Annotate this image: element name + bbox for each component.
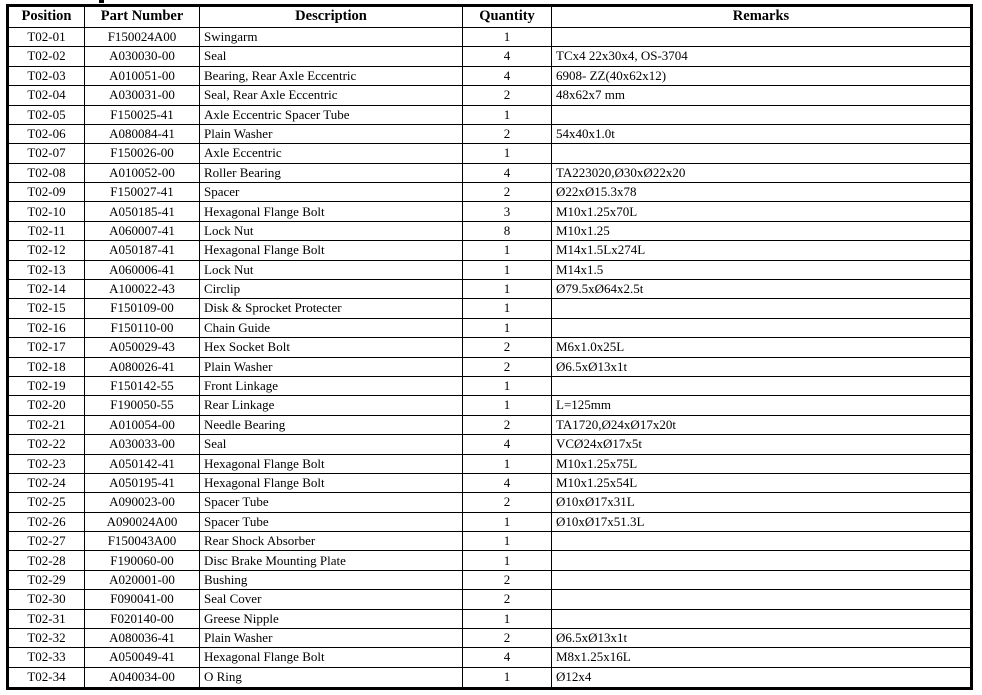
cell-position: T02-06	[8, 124, 85, 143]
cell-position: T02-19	[8, 376, 85, 395]
cell-position: T02-31	[8, 609, 85, 628]
cell-part-number: F150109-00	[85, 299, 200, 318]
cell-description: Lock Nut	[200, 221, 463, 240]
cell-remarks: M6x1.0x25L	[552, 338, 972, 357]
cropped-text-remnant	[99, 0, 104, 3]
cell-position: T02-03	[8, 66, 85, 85]
cell-quantity: 1	[463, 396, 552, 415]
cell-quantity: 1	[463, 609, 552, 628]
cell-remarks: M8x1.25x16L	[552, 648, 972, 667]
table-row	[8, 532, 972, 551]
table-row	[8, 551, 972, 570]
cell-position: T02-02	[8, 47, 85, 66]
cell-remarks	[552, 27, 972, 46]
cell-description: Seal	[200, 47, 463, 66]
table-row	[8, 396, 972, 415]
cell-part-number: F150024A00	[85, 27, 200, 46]
cell-remarks	[552, 609, 972, 628]
cell-quantity: 2	[463, 570, 552, 589]
cell-remarks	[552, 551, 972, 570]
cell-quantity: 1	[463, 27, 552, 46]
cell-remarks	[552, 532, 972, 551]
cell-quantity: 2	[463, 86, 552, 105]
cell-remarks: 6908- ZZ(40x62x12)	[552, 66, 972, 85]
cell-part-number: F150027-41	[85, 183, 200, 202]
cell-part-number: A050185-41	[85, 202, 200, 221]
cell-description: Disc Brake Mounting Plate	[200, 551, 463, 570]
cell-part-number: A050187-41	[85, 241, 200, 260]
table-row	[8, 260, 972, 279]
cell-description: Seal, Rear Axle Eccentric	[200, 86, 463, 105]
cell-description: Lock Nut	[200, 260, 463, 279]
cell-remarks: VCØ24xØ17x5t	[552, 435, 972, 454]
cell-quantity: 4	[463, 473, 552, 492]
cell-position: T02-17	[8, 338, 85, 357]
header-row	[8, 6, 972, 28]
table-row	[8, 473, 972, 492]
cell-part-number: A050049-41	[85, 648, 200, 667]
cell-part-number: F150110-00	[85, 318, 200, 337]
cell-position: T02-18	[8, 357, 85, 376]
cell-position: T02-21	[8, 415, 85, 434]
cell-part-number: A020001-00	[85, 570, 200, 589]
cell-part-number: F020140-00	[85, 609, 200, 628]
cell-position: T02-09	[8, 183, 85, 202]
cell-quantity: 4	[463, 47, 552, 66]
cell-description: Spacer Tube	[200, 493, 463, 512]
cell-remarks	[552, 105, 972, 124]
parts-table	[6, 4, 973, 690]
cell-quantity: 4	[463, 435, 552, 454]
cell-remarks: M10x1.25x75L	[552, 454, 972, 473]
cell-description: Plain Washer	[200, 124, 463, 143]
table-row	[8, 415, 972, 434]
table-row	[8, 667, 972, 688]
cell-quantity: 2	[463, 183, 552, 202]
cell-position: T02-26	[8, 512, 85, 531]
cell-position: T02-10	[8, 202, 85, 221]
cell-remarks: Ø22xØ15.3x78	[552, 183, 972, 202]
table-row	[8, 648, 972, 667]
cell-quantity: 1	[463, 241, 552, 260]
cell-position: T02-33	[8, 648, 85, 667]
cell-description: Front Linkage	[200, 376, 463, 395]
cell-remarks: Ø79.5xØ64x2.5t	[552, 280, 972, 299]
cell-quantity: 2	[463, 357, 552, 376]
table-row	[8, 512, 972, 531]
cell-quantity: 1	[463, 667, 552, 688]
cell-position: T02-04	[8, 86, 85, 105]
cell-remarks: 54x40x1.0t	[552, 124, 972, 143]
table-row	[8, 241, 972, 260]
table-row	[8, 629, 972, 648]
cell-description: Hexagonal Flange Bolt	[200, 241, 463, 260]
column-header-remarks: Remarks	[552, 6, 972, 28]
cell-remarks: M10x1.25	[552, 221, 972, 240]
cell-quantity: 1	[463, 299, 552, 318]
cell-position: T02-07	[8, 144, 85, 163]
cell-remarks	[552, 318, 972, 337]
cell-part-number: A090023-00	[85, 493, 200, 512]
table-row	[8, 435, 972, 454]
cell-part-number: A090024A00	[85, 512, 200, 531]
cell-quantity: 2	[463, 338, 552, 357]
cell-quantity: 1	[463, 532, 552, 551]
cell-remarks	[552, 299, 972, 318]
cell-remarks: Ø10xØ17x31L	[552, 493, 972, 512]
cell-quantity: 2	[463, 493, 552, 512]
cell-part-number: F150025-41	[85, 105, 200, 124]
cell-position: T02-27	[8, 532, 85, 551]
cell-part-number: A030033-00	[85, 435, 200, 454]
cell-description: Hexagonal Flange Bolt	[200, 473, 463, 492]
cell-position: T02-29	[8, 570, 85, 589]
table-body	[8, 27, 972, 688]
cell-remarks: Ø12x4	[552, 667, 972, 688]
cell-part-number: A040034-00	[85, 667, 200, 688]
cell-quantity: 1	[463, 454, 552, 473]
cell-description: Plain Washer	[200, 357, 463, 376]
cell-part-number: A050195-41	[85, 473, 200, 492]
table-row	[8, 376, 972, 395]
cell-part-number: A050029-43	[85, 338, 200, 357]
cell-remarks	[552, 590, 972, 609]
column-header-part-number: Part Number	[85, 6, 200, 28]
cell-remarks: TCx4 22x30x4, OS-3704	[552, 47, 972, 66]
column-header-position: Position	[8, 6, 85, 28]
cell-remarks	[552, 376, 972, 395]
cell-part-number: F190060-00	[85, 551, 200, 570]
cell-description: Roller Bearing	[200, 163, 463, 182]
cell-position: T02-32	[8, 629, 85, 648]
cell-remarks	[552, 144, 972, 163]
table-row	[8, 338, 972, 357]
cell-position: T02-23	[8, 454, 85, 473]
table-row	[8, 124, 972, 143]
cell-position: T02-01	[8, 27, 85, 46]
cell-description: Hexagonal Flange Bolt	[200, 202, 463, 221]
cell-position: T02-08	[8, 163, 85, 182]
cell-position: T02-22	[8, 435, 85, 454]
cell-description: Greese Nipple	[200, 609, 463, 628]
cell-description: Bushing	[200, 570, 463, 589]
cell-position: T02-11	[8, 221, 85, 240]
table-row	[8, 144, 972, 163]
cell-remarks: Ø6.5xØ13x1t	[552, 629, 972, 648]
cell-description: Axle Eccentric	[200, 144, 463, 163]
cell-part-number: A100022-43	[85, 280, 200, 299]
column-header-description: Description	[200, 6, 463, 28]
cell-description: Needle Bearing	[200, 415, 463, 434]
table-row	[8, 609, 972, 628]
cell-quantity: 3	[463, 202, 552, 221]
cell-position: T02-15	[8, 299, 85, 318]
cell-quantity: 1	[463, 318, 552, 337]
cell-description: Rear Linkage	[200, 396, 463, 415]
cell-quantity: 2	[463, 629, 552, 648]
cell-part-number: A010052-00	[85, 163, 200, 182]
cell-quantity: 4	[463, 648, 552, 667]
cell-quantity: 1	[463, 280, 552, 299]
cell-remarks: TA1720,Ø24xØ17x20t	[552, 415, 972, 434]
table-row	[8, 27, 972, 46]
cell-part-number: A060007-41	[85, 221, 200, 240]
table-row	[8, 66, 972, 85]
cell-description: Axle Eccentric Spacer Tube	[200, 105, 463, 124]
table-row	[8, 570, 972, 589]
cell-description: Plain Washer	[200, 629, 463, 648]
cell-remarks: M14x1.5Lx274L	[552, 241, 972, 260]
table-row	[8, 183, 972, 202]
cell-description: Hexagonal Flange Bolt	[200, 648, 463, 667]
cell-position: T02-25	[8, 493, 85, 512]
table-row	[8, 357, 972, 376]
table-row	[8, 105, 972, 124]
cell-description: Rear Shock Absorber	[200, 532, 463, 551]
cell-part-number: A080026-41	[85, 357, 200, 376]
table-row	[8, 280, 972, 299]
table-row	[8, 299, 972, 318]
cell-description: Hex Socket Bolt	[200, 338, 463, 357]
cell-part-number: A080084-41	[85, 124, 200, 143]
cell-position: T02-05	[8, 105, 85, 124]
table-row	[8, 163, 972, 182]
cell-position: T02-16	[8, 318, 85, 337]
table-row	[8, 202, 972, 221]
cell-position: T02-34	[8, 667, 85, 688]
table-row	[8, 86, 972, 105]
cell-position: T02-13	[8, 260, 85, 279]
cell-quantity: 8	[463, 221, 552, 240]
cell-remarks: 48x62x7 mm	[552, 86, 972, 105]
cell-part-number: F150026-00	[85, 144, 200, 163]
cell-remarks: Ø10xØ17x51.3L	[552, 512, 972, 531]
table-row	[8, 221, 972, 240]
cell-remarks: M10x1.25x70L	[552, 202, 972, 221]
cell-part-number: A010051-00	[85, 66, 200, 85]
cell-description: Circlip	[200, 280, 463, 299]
cell-position: T02-30	[8, 590, 85, 609]
cell-quantity: 2	[463, 415, 552, 434]
cell-remarks	[552, 570, 972, 589]
cell-remarks: Ø6.5xØ13x1t	[552, 357, 972, 376]
cell-description: Swingarm	[200, 27, 463, 46]
cell-position: T02-24	[8, 473, 85, 492]
cell-part-number: A060006-41	[85, 260, 200, 279]
cell-quantity: 1	[463, 144, 552, 163]
cell-quantity: 4	[463, 163, 552, 182]
column-header-quantity: Quantity	[463, 6, 552, 28]
cell-quantity: 1	[463, 105, 552, 124]
table-row	[8, 318, 972, 337]
cell-description: Disk & Sprocket Protecter	[200, 299, 463, 318]
table-header	[8, 6, 972, 28]
cell-quantity: 1	[463, 512, 552, 531]
cell-position: T02-14	[8, 280, 85, 299]
cell-remarks: M14x1.5	[552, 260, 972, 279]
cell-description: O Ring	[200, 667, 463, 688]
table-row	[8, 590, 972, 609]
table-row	[8, 454, 972, 473]
cell-remarks: TA223020,Ø30xØ22x20	[552, 163, 972, 182]
cell-part-number: A080036-41	[85, 629, 200, 648]
cell-quantity: 2	[463, 590, 552, 609]
cell-position: T02-12	[8, 241, 85, 260]
table-row	[8, 493, 972, 512]
cell-part-number: F090041-00	[85, 590, 200, 609]
cell-quantity: 1	[463, 376, 552, 395]
cell-remarks: M10x1.25x54L	[552, 473, 972, 492]
cell-part-number: F150142-55	[85, 376, 200, 395]
cell-quantity: 2	[463, 124, 552, 143]
cell-remarks: L=125mm	[552, 396, 972, 415]
cell-part-number: A030031-00	[85, 86, 200, 105]
table-row	[8, 47, 972, 66]
cell-description: Seal	[200, 435, 463, 454]
cell-description: Bearing, Rear Axle Eccentric	[200, 66, 463, 85]
cell-description: Chain Guide	[200, 318, 463, 337]
cell-part-number: A030030-00	[85, 47, 200, 66]
cell-part-number: F150043A00	[85, 532, 200, 551]
cell-quantity: 4	[463, 66, 552, 85]
cell-description: Hexagonal Flange Bolt	[200, 454, 463, 473]
cell-quantity: 1	[463, 551, 552, 570]
cell-position: T02-28	[8, 551, 85, 570]
cell-part-number: A050142-41	[85, 454, 200, 473]
cell-description: Seal Cover	[200, 590, 463, 609]
cell-description: Spacer	[200, 183, 463, 202]
cell-description: Spacer Tube	[200, 512, 463, 531]
cell-part-number: F190050-55	[85, 396, 200, 415]
cell-quantity: 1	[463, 260, 552, 279]
cell-part-number: A010054-00	[85, 415, 200, 434]
cell-position: T02-20	[8, 396, 85, 415]
